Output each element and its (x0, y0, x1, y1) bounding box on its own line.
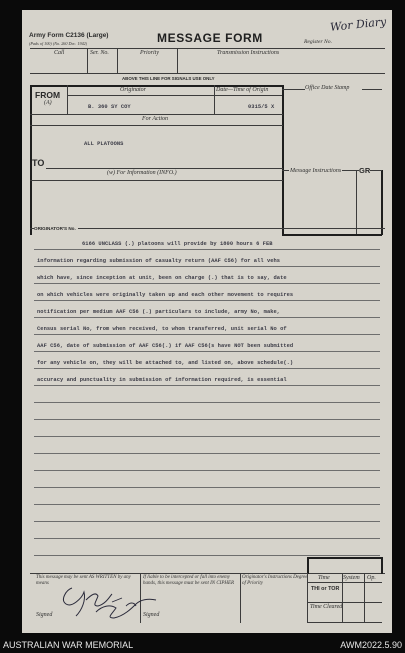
message-line: for any vehicle on, they will be attached to, and listed on, above schedule(.) (37, 360, 294, 366)
gr-label: GR (359, 166, 371, 175)
message-instructions-label: Message Instructions (290, 168, 342, 174)
handwritten-note: Wor Diary (329, 15, 387, 34)
form-title: MESSAGE FORM (157, 31, 263, 45)
system-label: System (343, 575, 360, 581)
time-cleared-label: Time Cleared (310, 604, 343, 610)
for-action-label: For Action (142, 116, 169, 122)
time-label: Time (318, 575, 330, 581)
originators-instructions-label: Originator's Instructions Degree of Priority (242, 575, 308, 586)
message-line: on which vehicles were originally taken up and each other movement to requires (37, 292, 294, 298)
archive-name: AUSTRALIAN WAR MEMORIAL (3, 640, 134, 650)
originator-value: B. 360 SY COY (88, 104, 131, 110)
form-sub: (Pads of 100) (No. 260 Dec. 1942) (29, 41, 88, 46)
originator-label: Originator (120, 87, 147, 93)
archive-footer (0, 638, 405, 653)
office-date-stamp-label: Office Date Stamp (305, 85, 350, 91)
ser-no-label: Ser. No. (90, 50, 109, 56)
message-form-page (22, 10, 392, 633)
to-label: TO (32, 158, 45, 168)
form-id: Army Form C2136 (Large) (29, 32, 109, 39)
op-label: Op. (367, 575, 376, 581)
for-action-value: ALL PLATOONS (84, 141, 124, 147)
as-written-note: This message may be sent AS WRITTEN by any means (36, 575, 131, 586)
originators-no-label: ORIGINATOR'S No. (34, 226, 76, 231)
signals-note: ABOVE THIS LINE FOR SIGNALS USE ONLY (122, 76, 215, 81)
register-no-label: Register No. (304, 39, 332, 45)
message-line: AAF C56, date of submission of AAF C56(.) if AAF C56(s have NOT been submitted (37, 343, 294, 349)
message-line: which have, since inception at unit, been on charge (.) that is to say, date (37, 275, 287, 281)
transmission-label: Transmission Instructions (217, 50, 280, 56)
date-time-label: Date—Time of Origin (216, 87, 269, 93)
archive-reference: AWM2022.5.90 (340, 640, 402, 650)
call-label: Call (54, 50, 65, 56)
from-label: FROM (35, 90, 61, 100)
signature (52, 580, 162, 622)
thi-tor-label: THI or TOR (311, 586, 340, 592)
signed-label: Signed (36, 612, 53, 618)
from-sub-label: (A) (44, 100, 52, 106)
message-line: information regarding submission of casualty return (AAF C56) for all vehs (37, 258, 281, 264)
message-line: Census serial No, from when received, to whom transferred, unit serial No of (37, 326, 287, 332)
message-line: notification per medium AAF C56 (.) particulars to include, army No, make, (37, 309, 281, 315)
message-line: accuracy and punctuality in submission of information required, is essential (37, 377, 287, 383)
intercept-note: If liable to be intercepted or fall into enemy hands, this message must be sent IN CIPHER (143, 575, 235, 586)
signed-label-2: Signed (143, 612, 160, 618)
for-info-label: (w) For Information (INFO.) (107, 170, 177, 176)
date-time-value: 0315/5 X (248, 104, 275, 110)
message-line: 6166 UNCLASS (.) platoons will provide by 1800 hours 6 FEB (82, 241, 273, 247)
priority-label: Priority (140, 50, 159, 56)
